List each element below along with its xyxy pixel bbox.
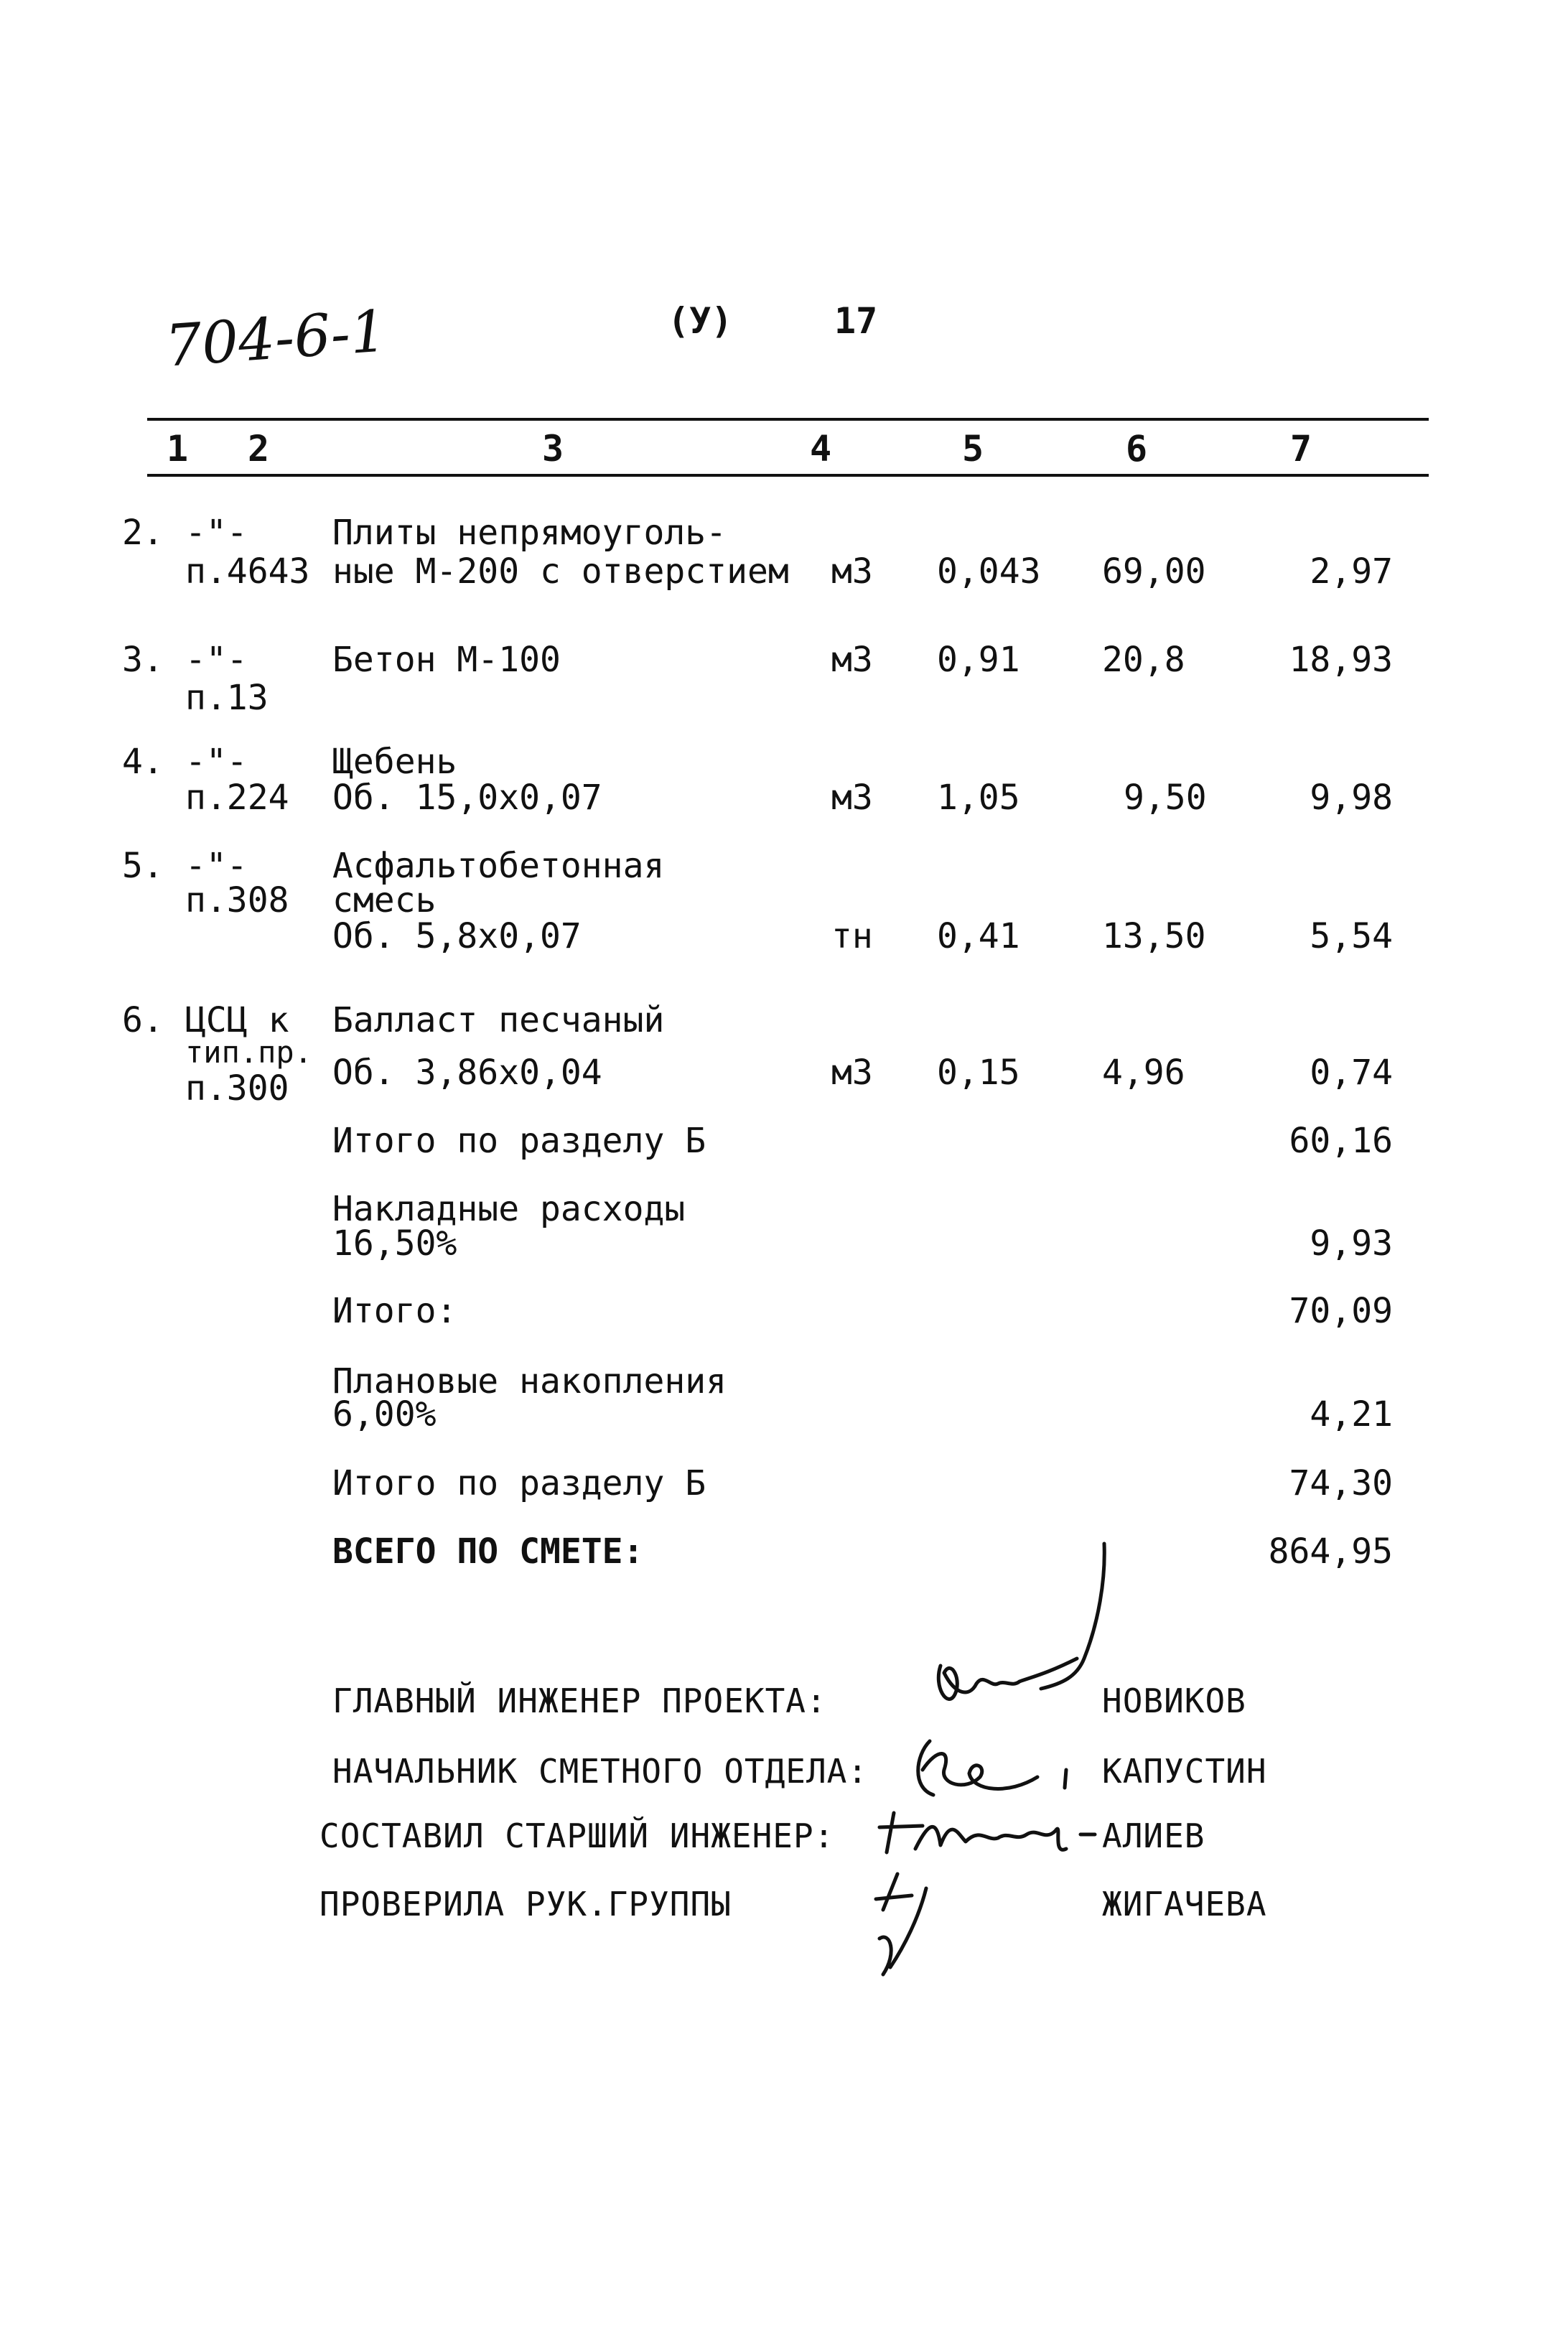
signature-name: АЛИЕВ xyxy=(1102,1816,1205,1855)
row-ref: п.224 xyxy=(185,778,289,818)
handwritten-signature xyxy=(926,1644,1091,1723)
row-total: 5,54 xyxy=(1310,916,1393,956)
column-header-3: 3 xyxy=(542,428,564,470)
row-ref: п.13 xyxy=(185,678,269,718)
column-header-1: 1 xyxy=(167,428,189,470)
row-number: 5. xyxy=(122,846,164,886)
table-header-rule xyxy=(147,474,1429,477)
row-description: Балласт песчаный xyxy=(332,1000,665,1040)
row-unit: тн xyxy=(831,916,873,956)
row-price: 9,50 xyxy=(1124,778,1207,818)
row-description: Плиты непрямоуголь- xyxy=(332,513,727,553)
row-price: 13,50 xyxy=(1102,916,1206,956)
row-ref: -"- xyxy=(185,513,248,553)
signature-role: ГЛАВНЫЙ ИНЖЕНЕР ПРОЕКТА: xyxy=(332,1682,827,1720)
row-quantity: 0,91 xyxy=(937,640,1020,680)
header-mark: (У) xyxy=(668,300,733,342)
row-unit: м3 xyxy=(831,551,873,592)
summary-label: 16,50% xyxy=(332,1223,457,1264)
row-ref: -"- xyxy=(185,846,248,886)
row-total: 9,98 xyxy=(1310,778,1393,818)
summary-label: Накладные расходы xyxy=(332,1189,686,1229)
summary-label: Итого: xyxy=(332,1291,457,1331)
row-description: смесь xyxy=(332,880,437,920)
summary-label: Итого по разделу Б xyxy=(332,1121,706,1161)
summary-value: 9,93 xyxy=(1310,1223,1393,1264)
signature-role: НАЧАЛЬНИК СМЕТНОГО ОТДЕЛА: xyxy=(332,1752,869,1791)
row-quantity: 0,41 xyxy=(937,916,1020,956)
column-header-4: 4 xyxy=(810,428,832,470)
row-description: Об. 15,0х0,07 xyxy=(332,778,602,818)
row-number: 4. xyxy=(122,742,164,782)
summary-value: 70,09 xyxy=(1289,1291,1393,1331)
document-code: 704-6-1 xyxy=(163,297,389,380)
row-ref: ЦСЦ к xyxy=(185,1000,289,1040)
summary-label: 6,00% xyxy=(332,1394,437,1435)
row-unit: м3 xyxy=(831,640,873,680)
row-ref: п.300 xyxy=(185,1068,289,1109)
column-header-6: 6 xyxy=(1126,428,1148,470)
table-top-rule xyxy=(147,418,1429,421)
row-quantity: 0,043 xyxy=(937,551,1041,592)
column-header-5: 5 xyxy=(962,428,984,470)
signature-name: ЖИГАЧЕВА xyxy=(1102,1885,1267,1923)
signature-role: СОСТАВИЛ СТАРШИЙ ИНЖЕНЕР: xyxy=(319,1816,835,1855)
row-description: Щебень xyxy=(332,742,457,782)
row-total: 2,97 xyxy=(1310,551,1393,592)
summary-label: Итого по разделу Б xyxy=(332,1463,706,1503)
summary-value: 74,30 xyxy=(1289,1463,1393,1503)
grand-total-value: 864,95 xyxy=(1268,1531,1393,1572)
row-total: 18,93 xyxy=(1289,640,1393,680)
signature-name: НОВИКОВ xyxy=(1102,1682,1246,1720)
row-description: ные М-200 с отверстием xyxy=(332,551,789,592)
row-ref: -"- xyxy=(185,742,248,782)
summary-label: Плановые накопления xyxy=(332,1361,727,1401)
column-header-2: 2 xyxy=(248,428,270,470)
row-number: 6. xyxy=(122,1000,164,1040)
row-number: 2. xyxy=(122,513,164,553)
summary-value: 4,21 xyxy=(1310,1394,1393,1435)
row-total: 0,74 xyxy=(1310,1053,1393,1093)
signature-role: ПРОВЕРИЛА РУК.ГРУППЫ xyxy=(319,1885,732,1923)
row-ref: п.308 xyxy=(185,880,289,920)
row-quantity: 1,05 xyxy=(937,778,1020,818)
row-number: 3. xyxy=(122,640,164,680)
row-ref: п.4643 xyxy=(185,551,310,592)
row-quantity: 0,15 xyxy=(937,1053,1020,1093)
row-unit: м3 xyxy=(831,1053,873,1093)
summary-value: 60,16 xyxy=(1289,1121,1393,1161)
row-unit: м3 xyxy=(831,778,873,818)
column-header-7: 7 xyxy=(1290,428,1312,470)
row-ref: -"- xyxy=(185,640,248,680)
row-ref: тип.пр. xyxy=(185,1035,313,1070)
row-description: Об. 3,86х0,04 xyxy=(332,1053,602,1093)
row-description: Бетон М-100 xyxy=(332,640,561,680)
signature-name: КАПУСТИН xyxy=(1102,1752,1267,1791)
row-description: Асфальтобетонная xyxy=(332,846,665,886)
row-description: Об. 5,8х0,07 xyxy=(332,916,582,956)
handwritten-signature xyxy=(854,1860,955,1982)
row-price: 4,96 xyxy=(1102,1053,1185,1093)
row-price: 20,8 xyxy=(1102,640,1185,680)
grand-total-label: ВСЕГО ПО СМЕТЕ: xyxy=(332,1531,644,1572)
page-number: 17 xyxy=(834,300,878,342)
handwritten-signature xyxy=(872,1791,1109,1863)
row-price: 69,00 xyxy=(1102,551,1206,592)
